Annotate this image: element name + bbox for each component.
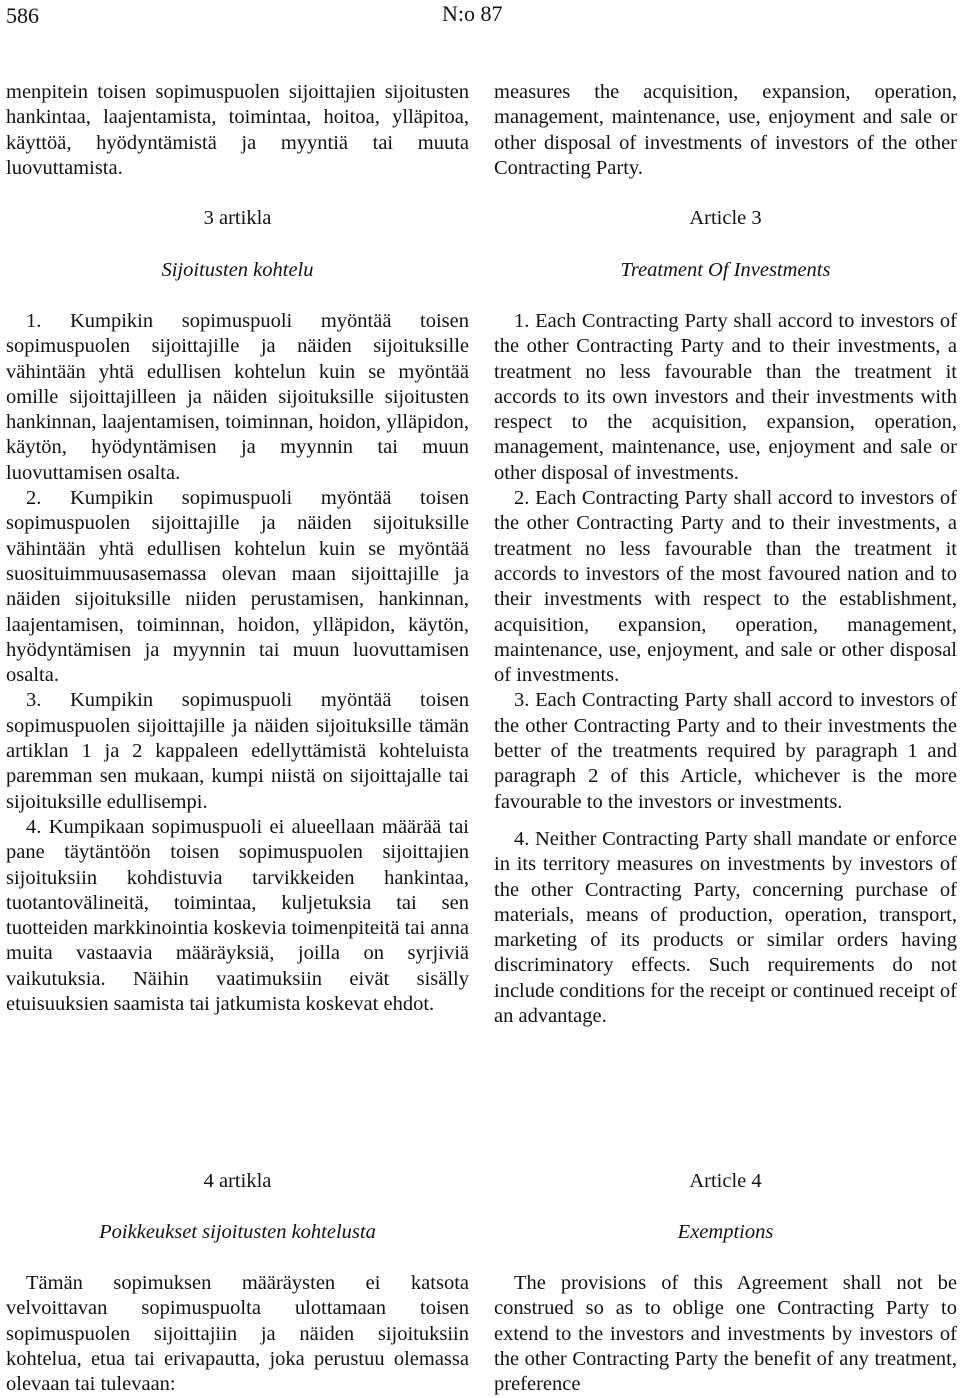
right-article3-p3: 3. Each Contracting Party shall accord to investors of the other Contracting Party and to their investments the better of the treatments required by paragraph 1 and paragraph 2 of this Article, whichever is the more favourable to the investors or investments. (494, 689, 957, 813)
right-article4-title: Article 4 (689, 1170, 762, 1192)
left-article3-title: 3 artikla (203, 207, 272, 229)
left-article3-subtitle: Sijoitusten kohtelu (161, 259, 314, 281)
left-article3-p2: 2. Kumpikin sopimuspuoli myöntää toisen sopimuspuolen sijoittajille ja näiden sijoituksille vähintään yhtä edullisen kohtelun kuin se myöntää suosituimmuusasemassa olevan maan sijoittajille ja näiden sijoituksille niiden perustamisen, hankinnan, laajentamisen, toiminnan, hoidon, ylläpidon, käytön, hyödyntämisen ja myynnin tai muun luovuttamisen osalta. (6, 487, 469, 687)
left-article4-body (6, 1271, 469, 1397)
right-article3-body (494, 309, 957, 1029)
right-article3-p2: 2. Each Contracting Party shall accord to investors of the other Contracting Party and to their investments, a treatment no less favourable than the treatment it accords to investors of the most favoured nation and to their investments with respect to the establishment, acquisition, expansion, operation, management, maintenance, use, enjoyment, and sale or other disposal of investments. (494, 487, 957, 687)
issue-number: N:o 87 (442, 1, 503, 26)
left-article4-title: 4 artikla (203, 1170, 272, 1192)
right-article4-p1: The provisions of this Agreement shall not be construed so as to oblige one Contracting Party to extend to the investors and investments by investors of the other Contracting Party the benefit of any treatment, preference (494, 1272, 957, 1396)
right-intro: measures the acquisition, expansion, operation, management, maintenance, use, enjoyment and sale or other disposal of investments of investors of the other Contracting Party. (494, 81, 957, 179)
right-article4-body (494, 1271, 957, 1397)
left-article3-p4: 4. Kumpikaan sopimuspuoli ei alueellaan määrää tai pane täytäntöön toisen sopimuspuolen sijoittajien sijoituksiin kohdistuvia tarvikkeiden hankintaa, tuotantovälineitä, toimintaa, kuljetuksia tai sen tuotteiden markkinointia koskevia toimenpiteitä tai anna muita vastaavia määräyksiä, joilla on syrjiviä vaikutuksia. Näihin vaatimuksiin eivät sisälly etuisuuksien saamista tai jatkumista koskevat ehdot. (6, 815, 469, 1016)
left-article3-body (6, 309, 469, 1017)
left-article4-p1: Tämän sopimuksen määräysten ei katsota velvoittavan sopimuspuolta ulottamaan toisen sopimuspuolen sijoittajiin ja näiden sijoituksiin kohtelua, etua tai erivapautta, joka perustuu olemassa olevaan tai tulevaan: (6, 1272, 469, 1396)
left-article3-p3: 3. Kumpikin sopimuspuoli myöntää toisen sopimuspuolen sijoittajille ja näiden sijoituksille tämän artiklan 1 ja 2 kappaleen edellyttämistä kohteluista paremman sen mukaan, kumpi niistä on sijoittajalle tai sijoituksille edullisempi. (6, 689, 469, 813)
right-article3-title: Article 3 (689, 207, 762, 229)
right-article3-subtitle: Treatment Of Investments (620, 259, 831, 281)
right-article3-p1: 1. Each Contracting Party shall accord to investors of the other Contracting Party and to their investments, a treatment no less favourable than the treatment it accords to its own investors and their investments with respect to the acquisition, expansion, operation, management, maintenance, use, enjoyment and sale or other disposal of investments. (494, 310, 957, 484)
right-article3-p4: 4. Neither Contracting Party shall mandate or enforce in its territory measures on investments by investors of the other Contracting Party, concerning purchase of materials, means of production, operation, transport, marketing of its products or similar orders having discriminatory effects. Such requirements do not include conditions for the receipt or continued receipt of an advantage. (494, 827, 957, 1028)
page-number: 586 (6, 3, 39, 28)
left-intro: menpitein toisen sopimuspuolen sijoittajien sijoitusten hankintaa, laajentamista, toimintaa, hoitoa, ylläpitoa, käyttöä, hyödyntämistä ja myyntiä tai muuta luovuttamista. (6, 81, 469, 179)
left-article4-subtitle: Poikkeukset sijoitusten kohtelusta (99, 1221, 376, 1243)
right-article4-subtitle: Exemptions (677, 1221, 774, 1243)
left-article3-p1: 1. Kumpikin sopimuspuoli myöntää toisen sopimuspuolen sijoittajille ja näiden sijoituksille vähintään yhtä edullisen kohtelun kuin se myöntää omille sijoittajilleen ja näiden sijoituksille sijoitusten hankinnan, laajentamisen, toiminnan, hoidon, ylläpidon, käytön, hyödyntämisen ja myynnin tai muun luovuttamisen osalta. (6, 310, 469, 484)
